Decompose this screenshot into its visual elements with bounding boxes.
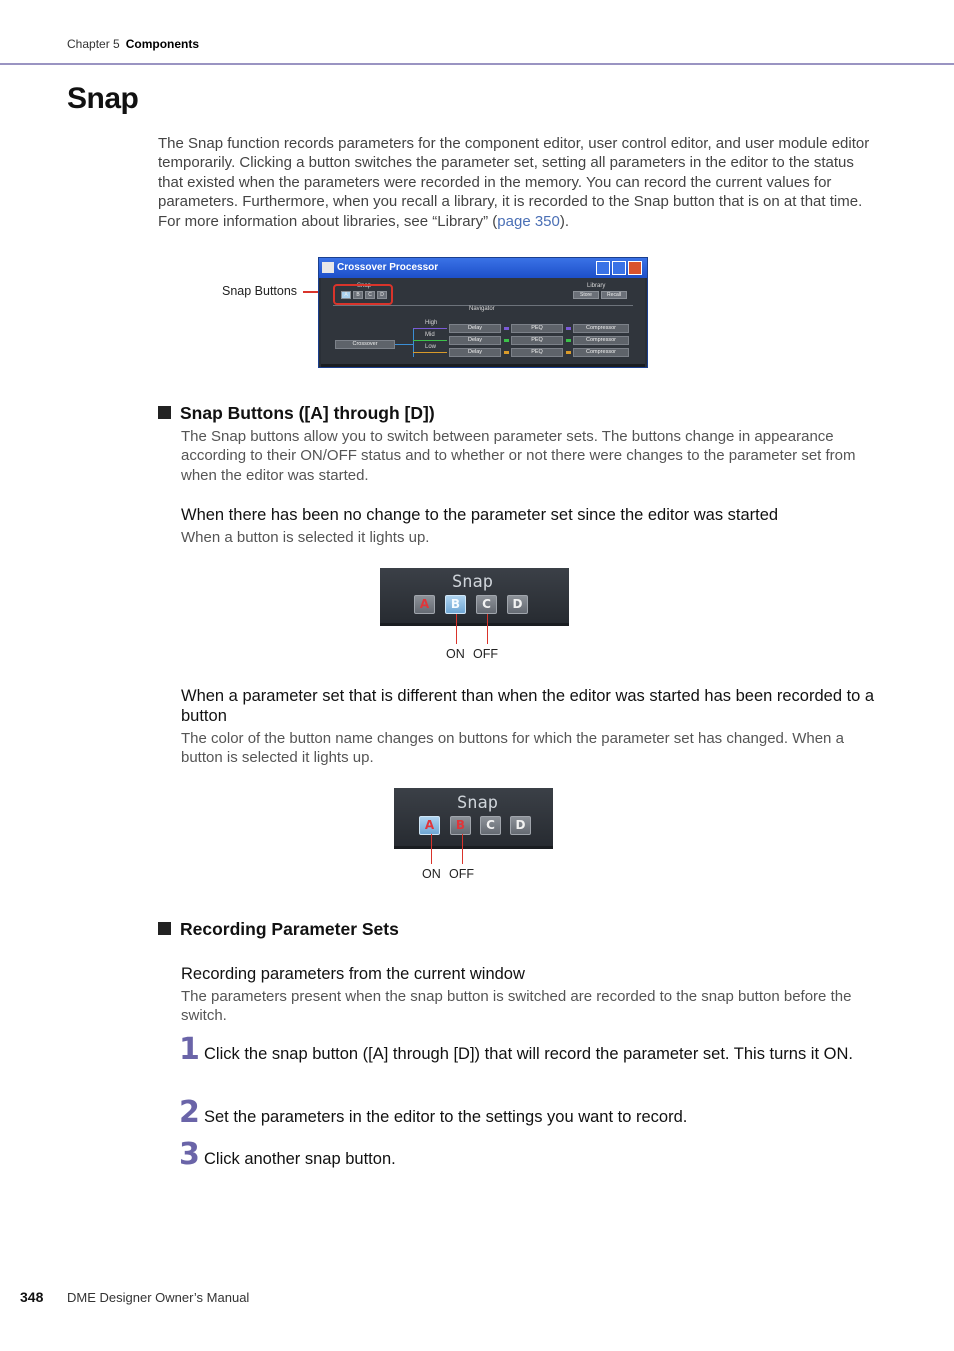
mini-peq-2[interactable]: PEQ [511, 336, 563, 345]
section-heading-snap-buttons: Snap Buttons ([A] through [D]) [158, 403, 435, 424]
mini-comp-3[interactable]: Compressor [573, 348, 629, 357]
snap-button-a[interactable]: A [414, 595, 435, 614]
step-text-1: Click the snap button ([A] through [D]) that will record the parameter set. This turns it ON. [204, 1045, 853, 1063]
step-number-1: 1 [179, 1032, 200, 1067]
section-heading-recording: Recording Parameter Sets [158, 919, 399, 940]
mini-delay-3[interactable]: Delay [449, 348, 501, 357]
snap-button-c[interactable]: C [476, 595, 497, 614]
mini-peq-3[interactable]: PEQ [511, 348, 563, 357]
minimize-icon[interactable] [596, 261, 610, 275]
crossover-processor-window [318, 257, 648, 368]
mini-dot [566, 339, 571, 342]
sub-body-no-change: When a button is selected it lights up. [181, 529, 430, 546]
mini-crossover-block[interactable]: Crossover [335, 340, 395, 349]
snap-buttons-callout-box [333, 284, 393, 305]
mini-band-low: Low [425, 344, 437, 350]
on-label-2: ON [422, 867, 441, 881]
mini-comp-2[interactable]: Compressor [573, 336, 629, 345]
on-pointer-line-2 [431, 834, 432, 864]
sub-body-recording: The parameters present when the snap button is switched are recorded to the snap button before the switch. [181, 988, 852, 1025]
snap-button-a-2[interactable]: A [419, 816, 440, 835]
snap-button-d[interactable]: D [507, 595, 528, 614]
mini-dot [504, 351, 509, 354]
mini-wire-high [413, 328, 447, 329]
chapter-label: Chapter 5 [67, 37, 120, 51]
on-pointer-line [456, 614, 457, 644]
maximize-icon[interactable] [612, 261, 626, 275]
off-pointer-line [487, 614, 488, 644]
mini-delay-2[interactable]: Delay [449, 336, 501, 345]
snap-button-d-2[interactable]: D [510, 816, 531, 835]
snap-panel-changed [394, 788, 553, 849]
mini-band-mid: Mid [425, 332, 435, 338]
mini-band-high: High [425, 320, 438, 326]
mini-snap-b[interactable]: B [353, 291, 363, 299]
snap-button-c-2[interactable]: C [480, 816, 501, 835]
app-logo-icon [322, 262, 334, 273]
mini-snap-c[interactable]: C [365, 291, 375, 299]
mini-peq-1[interactable]: PEQ [511, 324, 563, 333]
panel-base-2 [394, 846, 553, 849]
snap-panel-unchanged [380, 568, 569, 626]
off-label: OFF [473, 647, 498, 661]
snap-panel-label-2: Snap [457, 793, 498, 813]
page-title: Snap [67, 82, 139, 115]
snap-buttons-callout-label: Snap Buttons [222, 284, 298, 298]
mini-snap-label: Snap [357, 283, 372, 289]
mini-snap-d[interactable]: D [377, 291, 387, 299]
section-label: Components [125, 37, 200, 51]
mini-wire-low [413, 352, 447, 353]
off-pointer-line-2 [462, 834, 463, 864]
square-bullet-icon [158, 922, 171, 935]
mini-wire-mid [413, 340, 447, 341]
step-text-2: Set the parameters in the editor to the settings you want to record. [204, 1108, 688, 1126]
step-number-2: 2 [179, 1095, 200, 1130]
page-number: 348 [20, 1289, 44, 1305]
mini-dot [504, 339, 509, 342]
panel-base [380, 623, 569, 626]
sub-heading-changed: When a parameter set that is different than when the editor was started has been recorded to a button [181, 687, 875, 725]
off-label-2: OFF [449, 867, 474, 881]
mini-connector [395, 344, 413, 345]
close-icon[interactable] [628, 261, 642, 275]
mini-snap-a[interactable]: A [341, 291, 351, 299]
mini-comp-1[interactable]: Compressor [573, 324, 629, 333]
manual-title: DME Designer Owner’s Manual [67, 1290, 250, 1305]
window-title: Crossover Processor [337, 262, 439, 273]
header-rule [0, 63, 954, 65]
snap-panel-label: Snap [452, 572, 493, 592]
mini-dot [566, 351, 571, 354]
snap-button-b[interactable]: B [445, 595, 466, 614]
mini-navigator-label: Navigator [469, 306, 495, 312]
sub-heading-recording: Recording parameters from the current window [181, 965, 525, 983]
mini-dot [504, 327, 509, 330]
step-text-3: Click another snap button. [204, 1150, 396, 1168]
snap-buttons-body: The Snap buttons allow you to switch between parameter sets. The buttons change in appearance according to their ON/OFF status and to whether or not there were changes to the parameter set from when the editor was started. [181, 428, 856, 484]
mini-store-button[interactable]: Store [573, 291, 599, 299]
square-bullet-icon [158, 406, 171, 419]
on-label: ON [446, 647, 465, 661]
mini-dot [566, 327, 571, 330]
mini-library-label: Library [587, 283, 606, 289]
window-titlebar [319, 258, 647, 278]
page-link[interactable]: page 350 [497, 212, 560, 230]
sub-body-changed: The color of the button name changes on buttons for which the parameter set has changed. When a button is selected it lights up. [181, 730, 844, 767]
sub-heading-no-change: When there has been no change to the parameter set since the editor was started [181, 506, 779, 524]
intro-paragraph: The Snap function records parameters for the component editor, user control editor, and user module editor temporarily. Clicking a button switches the parameter set, setting all parameters in the editor to the status that existed when the parameters were recorded in the memory. You can record the current values for parameters. Furthermore, when you recall a library, it is recorded to the Snap button that is on at that time. For more information about libraries, see “Library” (page 350). [158, 135, 870, 230]
mini-delay-1[interactable]: Delay [449, 324, 501, 333]
mini-bottom-bar [321, 364, 645, 367]
running-header [67, 37, 199, 51]
mini-recall-button[interactable]: Recall [601, 291, 627, 299]
step-number-3: 3 [179, 1137, 200, 1172]
snap-button-b-2[interactable]: B [450, 816, 471, 835]
